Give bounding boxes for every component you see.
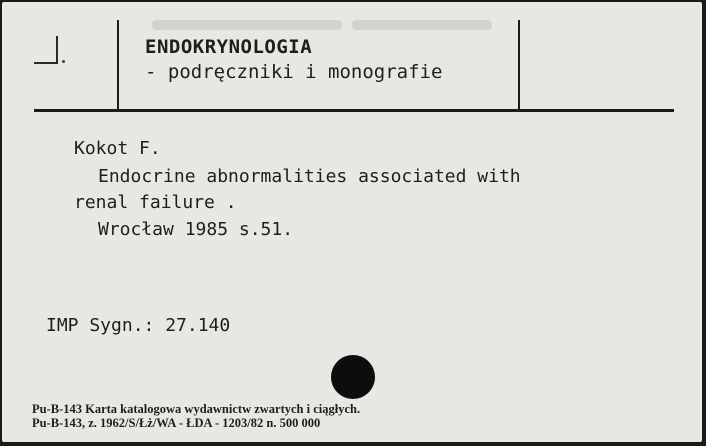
call-number: IMP Sygn.: 27.140 bbox=[46, 315, 231, 336]
punch-hole bbox=[331, 355, 375, 399]
footer-line1: Pu-B-143 Karta katalogowa wydawnictw zwartych i ciągłych. bbox=[32, 402, 361, 416]
faded-print bbox=[152, 20, 342, 30]
header-left-divider bbox=[117, 20, 119, 110]
section-title: ENDOKRYNOLOGIA bbox=[145, 36, 313, 58]
entry-imprint: Wrocław 1985 s.51. bbox=[98, 219, 294, 240]
header-right-divider bbox=[518, 20, 520, 110]
catalog-card bbox=[2, 2, 702, 442]
footer-line2: Pu-B-143, z. 1962/S/Łż/WA - ŁDA - 1203/82 n. 500 000 bbox=[32, 416, 321, 430]
faded-print bbox=[352, 20, 492, 30]
corner-dot bbox=[62, 60, 65, 63]
header-rule bbox=[34, 109, 674, 112]
corner-mark bbox=[34, 36, 58, 64]
section-subtitle: - podręczniki i monografie bbox=[145, 61, 443, 83]
entry-title-line1: Endocrine abnormalities associated with bbox=[98, 166, 521, 187]
entry-title-line2: renal failure . bbox=[74, 192, 237, 213]
entry-author: Kokot F. bbox=[74, 138, 161, 159]
